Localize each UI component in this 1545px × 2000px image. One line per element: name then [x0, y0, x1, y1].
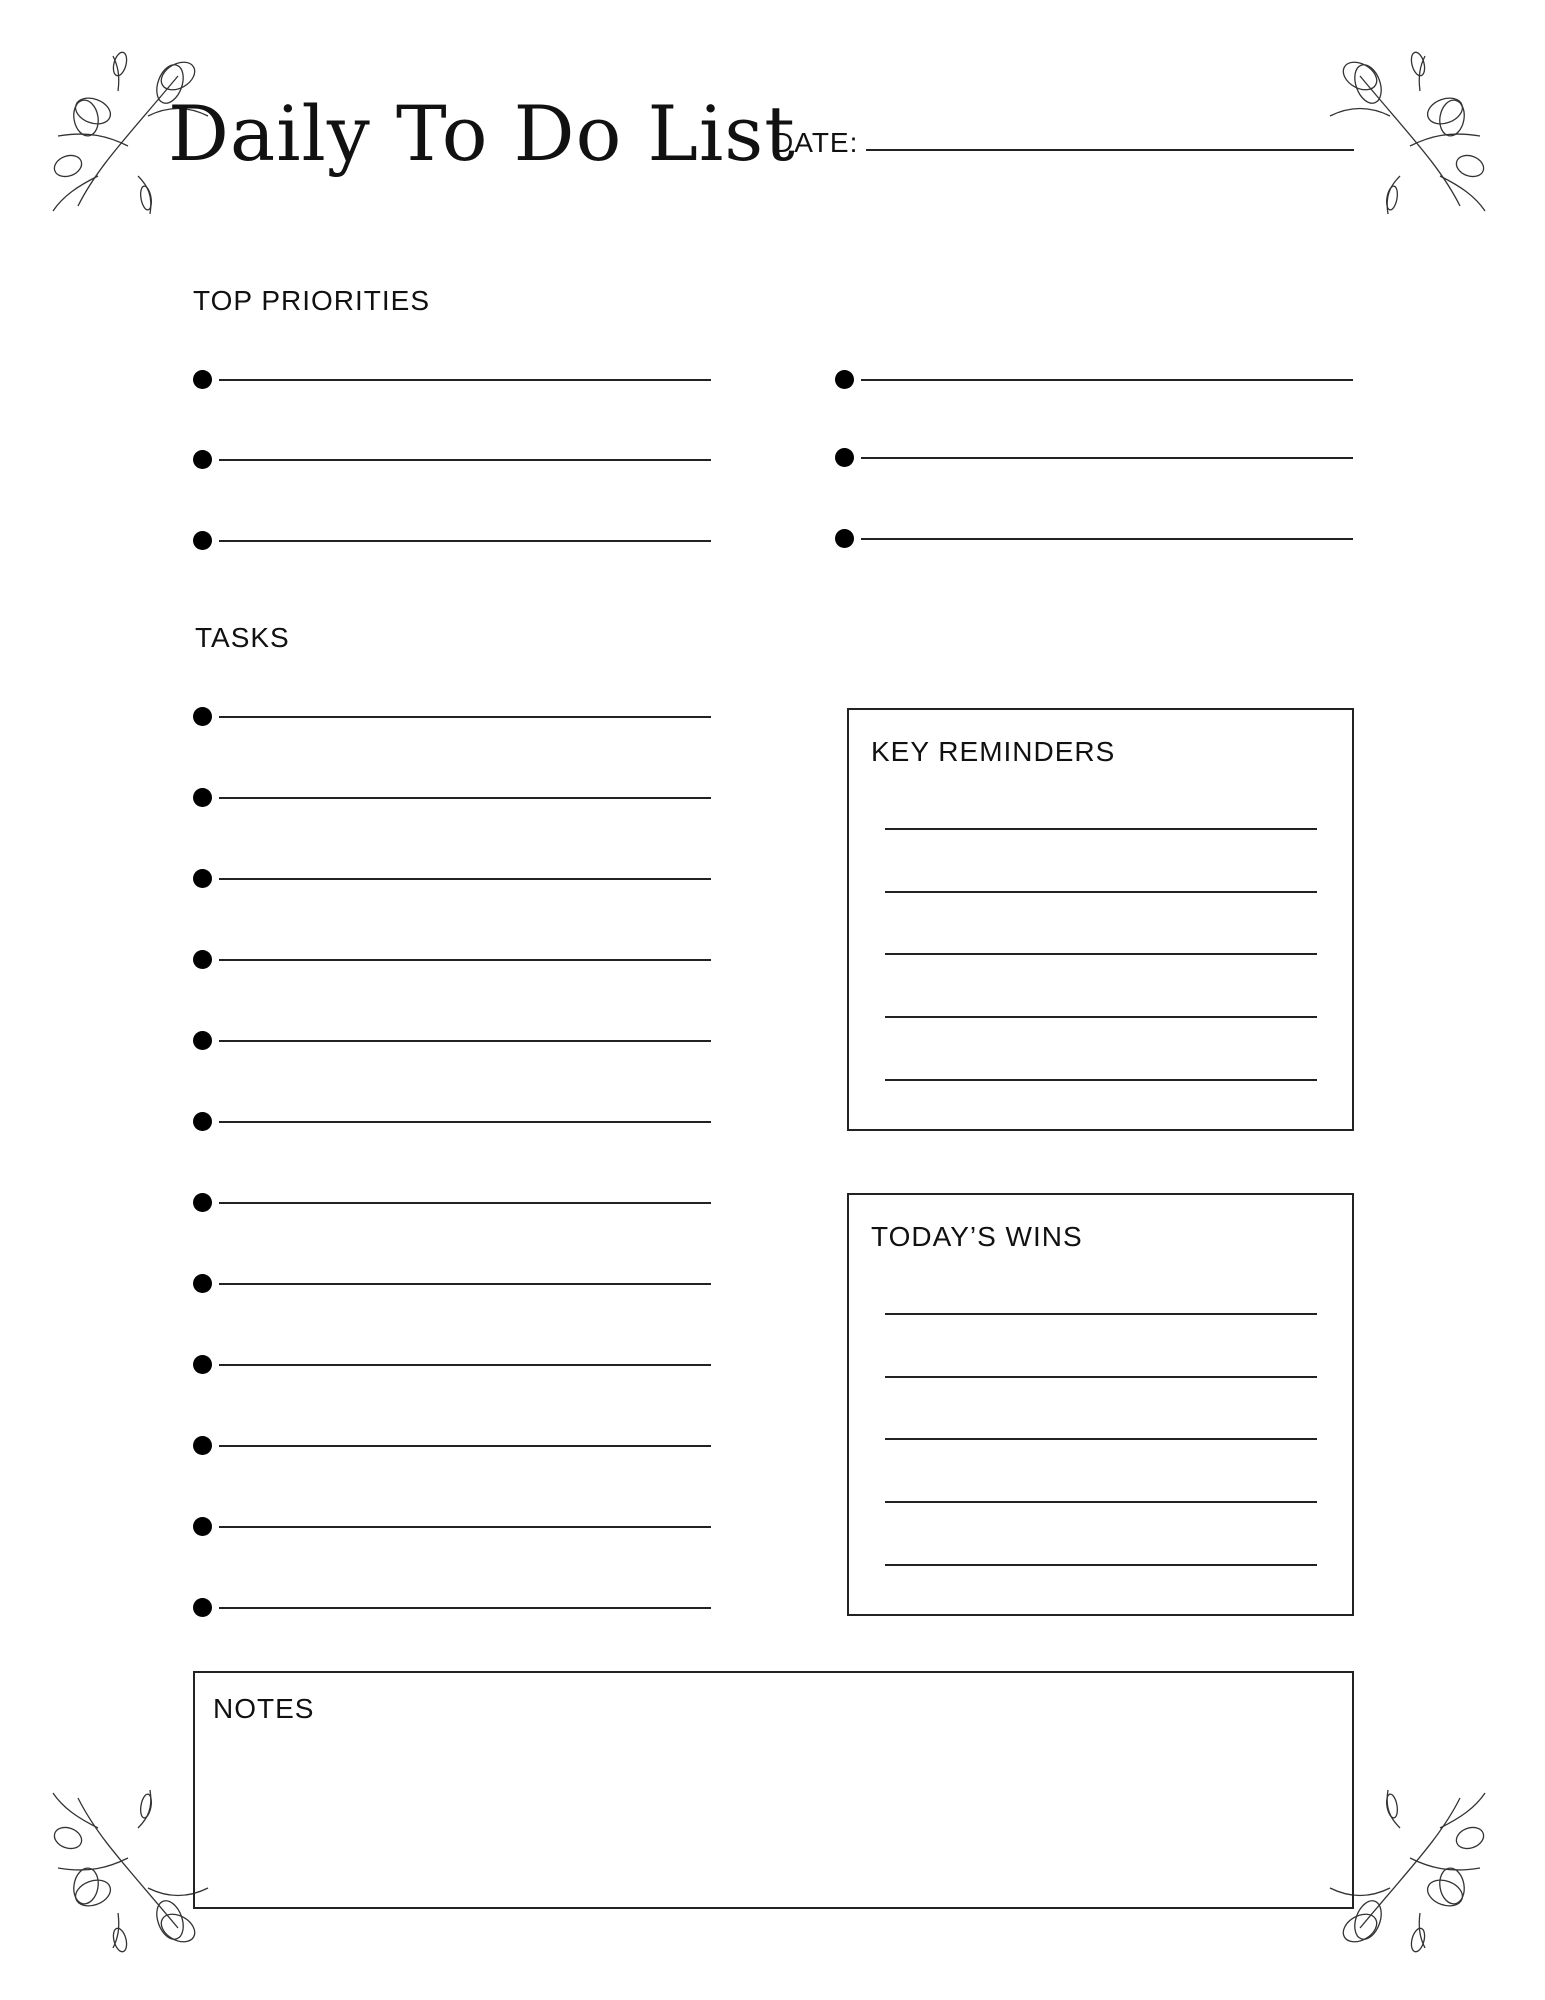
- key-reminders-box: [847, 708, 1354, 1131]
- priority-item[interactable]: [835, 529, 1355, 549]
- reminder-write-line[interactable]: [885, 953, 1317, 955]
- notes-heading: NOTES: [213, 1693, 315, 1724]
- task-item[interactable]: [193, 1517, 713, 1537]
- bullet-icon: [193, 788, 212, 807]
- task-item[interactable]: [193, 707, 713, 727]
- task-write-line[interactable]: [219, 716, 711, 718]
- task-write-line[interactable]: [219, 1283, 711, 1285]
- bullet-icon: [193, 370, 212, 389]
- bullet-icon: [835, 448, 854, 467]
- task-write-line[interactable]: [219, 1121, 711, 1123]
- priority-item[interactable]: [835, 448, 1355, 468]
- priority-write-line[interactable]: [861, 457, 1353, 459]
- task-write-line[interactable]: [219, 1040, 711, 1042]
- date-label: DATE:: [773, 127, 859, 158]
- reminder-write-line[interactable]: [885, 891, 1317, 893]
- todays-wins-heading: TODAY’S WINS: [871, 1221, 1083, 1252]
- priority-write-line[interactable]: [219, 379, 711, 381]
- reminder-write-line[interactable]: [885, 1016, 1317, 1018]
- task-item[interactable]: [193, 950, 713, 970]
- bullet-icon: [193, 1517, 212, 1536]
- priority-item[interactable]: [193, 531, 713, 551]
- task-item[interactable]: [193, 1193, 713, 1213]
- bullet-icon: [193, 869, 212, 888]
- task-write-line[interactable]: [219, 1364, 711, 1366]
- priority-item[interactable]: [193, 450, 713, 470]
- task-item[interactable]: [193, 1436, 713, 1456]
- bullet-icon: [193, 1355, 212, 1374]
- reminder-write-line[interactable]: [885, 828, 1317, 830]
- task-write-line[interactable]: [219, 1202, 711, 1204]
- priority-item[interactable]: [193, 370, 713, 390]
- reminder-write-line[interactable]: [885, 1079, 1317, 1081]
- bullet-icon: [193, 1274, 212, 1293]
- task-item[interactable]: [193, 788, 713, 808]
- bullet-icon: [193, 707, 212, 726]
- priority-write-line[interactable]: [219, 459, 711, 461]
- floral-corner-top-right-icon: [1320, 36, 1500, 226]
- task-write-line[interactable]: [219, 1526, 711, 1528]
- task-write-line[interactable]: [219, 1607, 711, 1609]
- bullet-icon: [193, 1112, 212, 1131]
- bullet-icon: [193, 531, 212, 550]
- bullet-icon: [193, 950, 212, 969]
- task-write-line[interactable]: [219, 959, 711, 961]
- task-item[interactable]: [193, 1355, 713, 1375]
- task-item[interactable]: [193, 869, 713, 889]
- task-item[interactable]: [193, 1598, 713, 1618]
- bullet-icon: [193, 1193, 212, 1212]
- win-write-line[interactable]: [885, 1438, 1317, 1440]
- bullet-icon: [193, 1598, 212, 1617]
- priority-item[interactable]: [835, 370, 1355, 390]
- task-item[interactable]: [193, 1031, 713, 1051]
- notes-box[interactable]: [193, 1671, 1354, 1909]
- bullet-icon: [835, 529, 854, 548]
- task-write-line[interactable]: [219, 797, 711, 799]
- win-write-line[interactable]: [885, 1376, 1317, 1378]
- priority-write-line[interactable]: [219, 540, 711, 542]
- floral-corner-bottom-left-icon: [38, 1778, 218, 1968]
- top-priorities-heading: TOP PRIORITIES: [193, 285, 431, 316]
- priority-write-line[interactable]: [861, 538, 1353, 540]
- page-title: Daily To Do List: [168, 89, 796, 178]
- win-write-line[interactable]: [885, 1564, 1317, 1566]
- priority-write-line[interactable]: [861, 379, 1353, 381]
- bullet-icon: [193, 1031, 212, 1050]
- key-reminders-heading: KEY REMINDERS: [871, 736, 1116, 767]
- task-item[interactable]: [193, 1274, 713, 1294]
- task-write-line[interactable]: [219, 1445, 711, 1447]
- win-write-line[interactable]: [885, 1313, 1317, 1315]
- win-write-line[interactable]: [885, 1501, 1317, 1503]
- task-write-line[interactable]: [219, 878, 711, 880]
- bullet-icon: [193, 1436, 212, 1455]
- bullet-icon: [835, 370, 854, 389]
- task-item[interactable]: [193, 1112, 713, 1132]
- todays-wins-box: [847, 1193, 1354, 1616]
- date-field[interactable]: [866, 149, 1354, 151]
- bullet-icon: [193, 450, 212, 469]
- tasks-heading: TASKS: [195, 622, 290, 653]
